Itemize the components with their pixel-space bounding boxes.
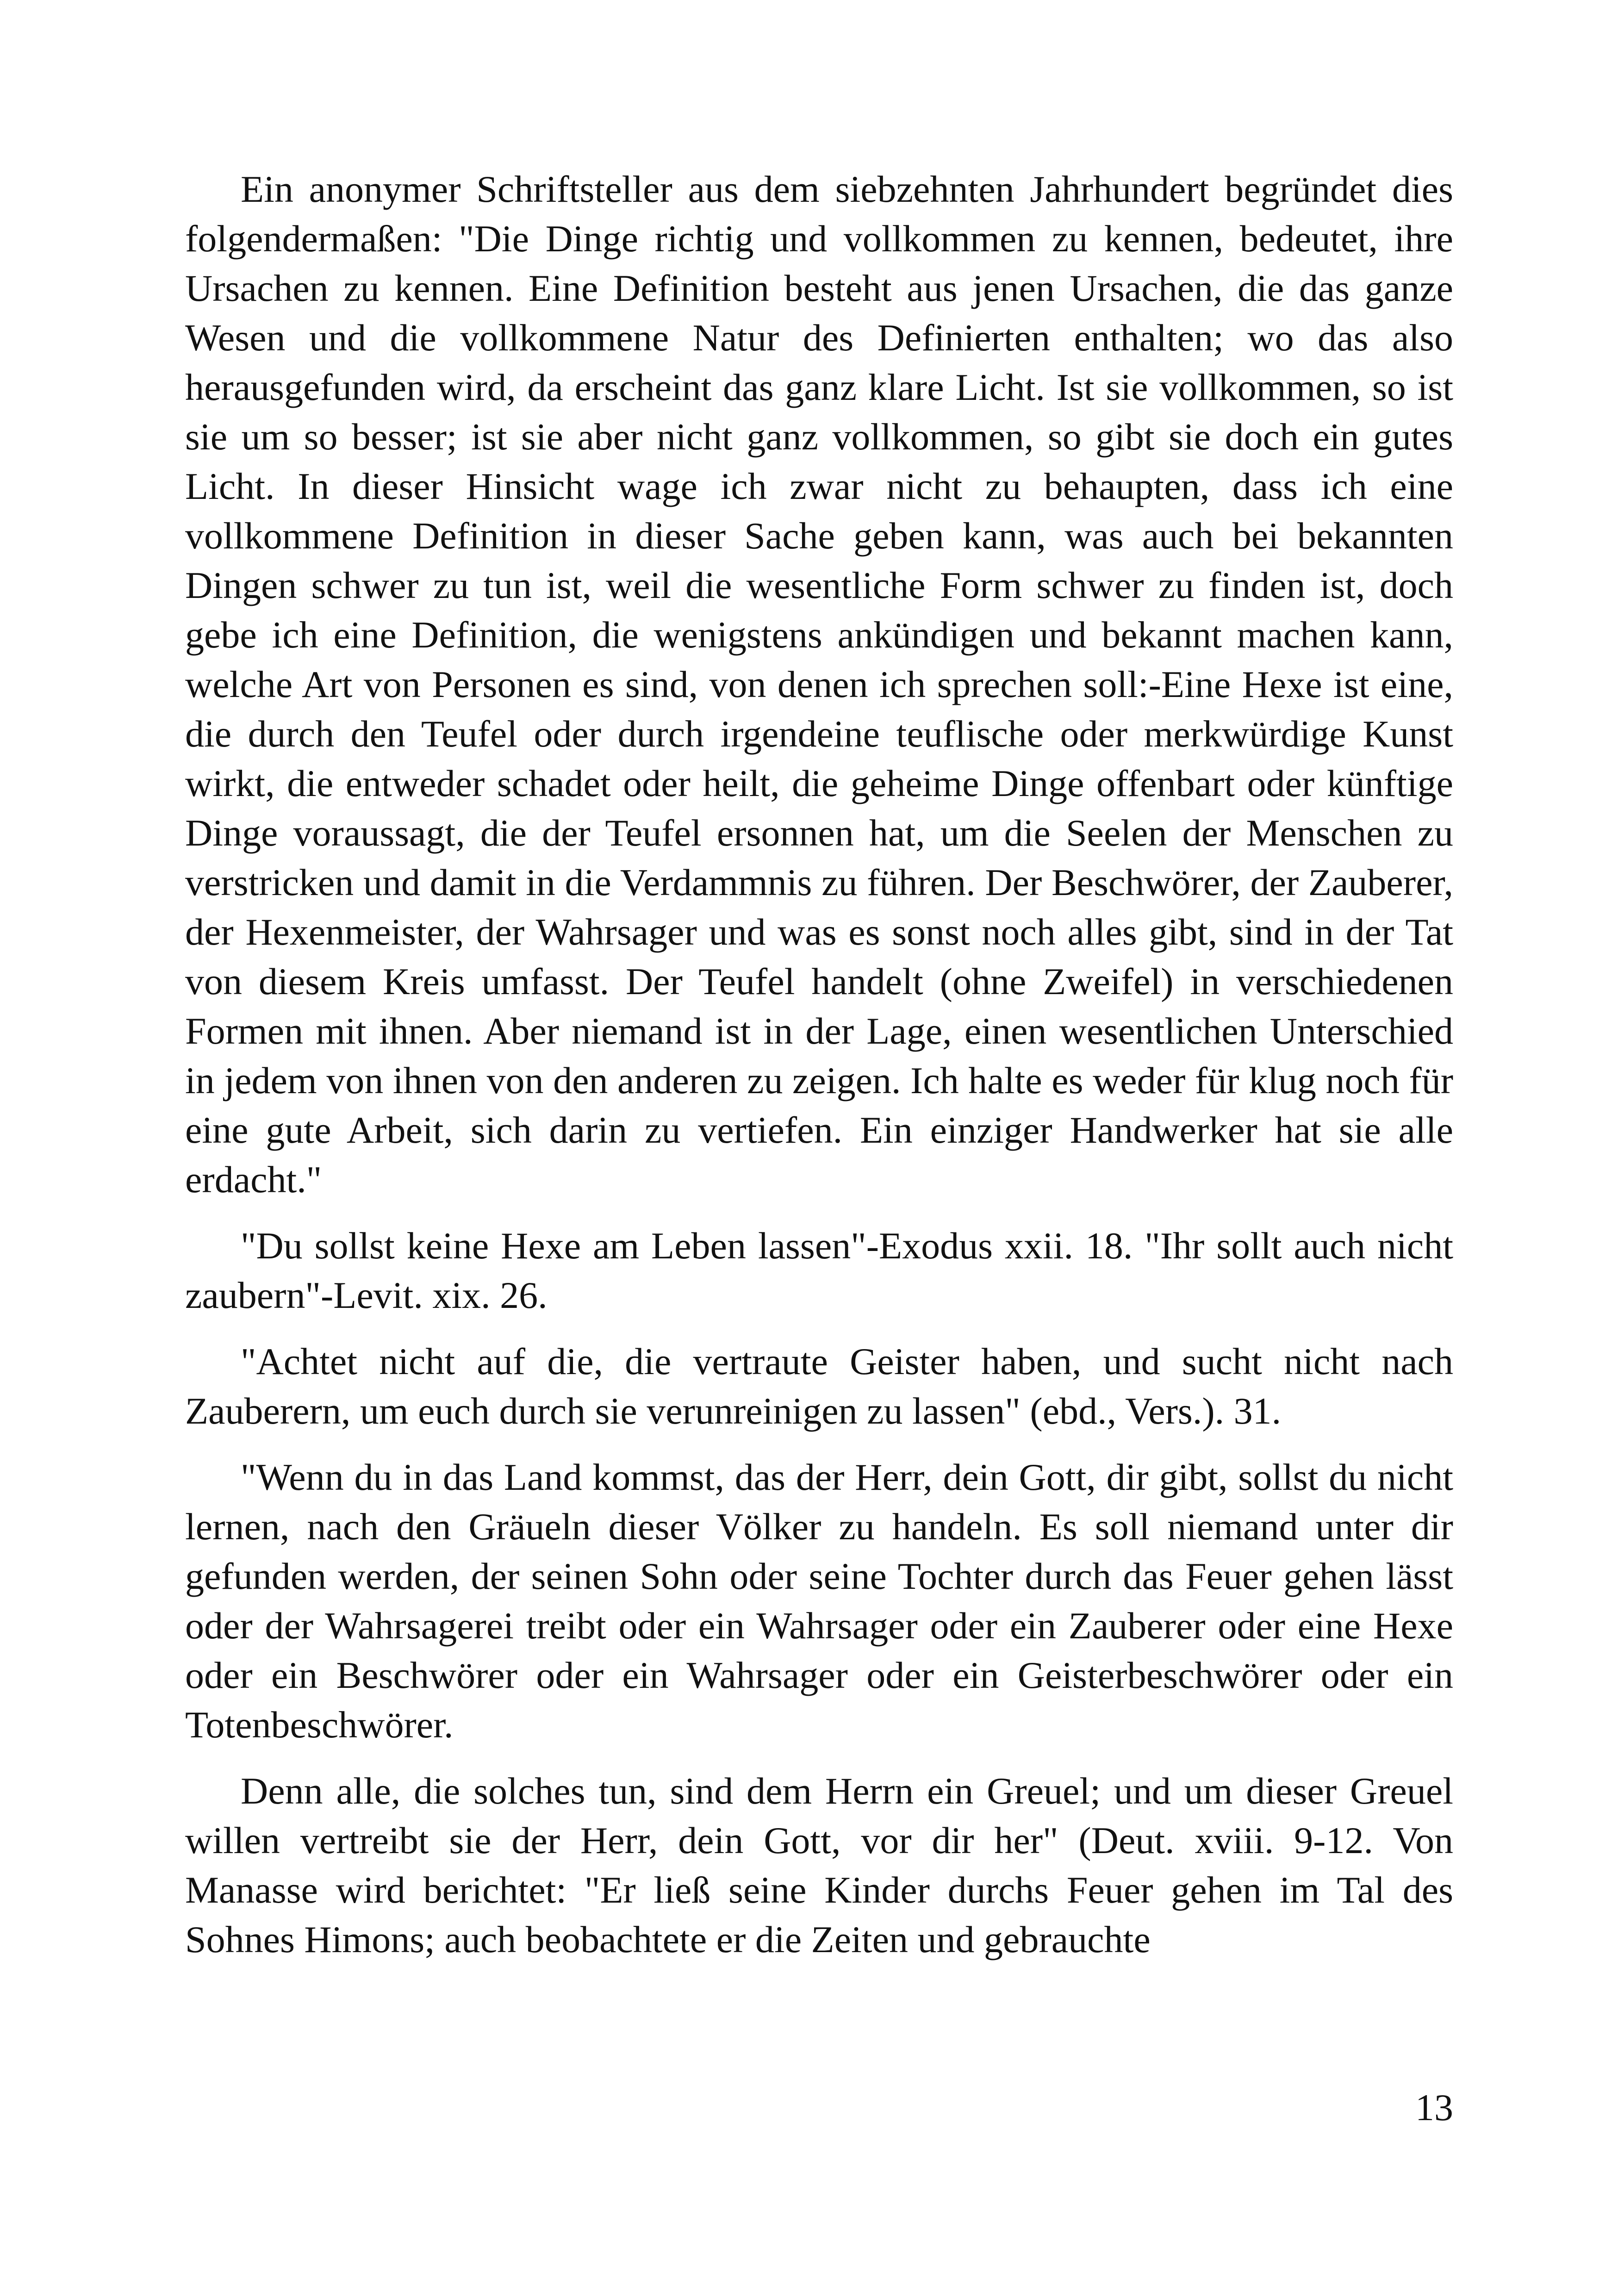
- body-text: [185, 164, 1453, 1981]
- page-number: 13: [1415, 2086, 1453, 2128]
- paragraph-manasse: Denn alle, die solches tun, sind dem Herrn ein Greuel; und um dieser Greuel willen vertreibt sie der Herr, dein Gott, vor dir her" (Deut. xviii. 9-12. Von Manasse wird berichtet: "Er ließ seine Kinder durchs Feuer gehen im Tal des Sohnes Himons; auch beobachtete er die Zeiten und gebrauchte: [185, 1770, 1453, 1960]
- paragraph-exodus-levit: "Du sollst keine Hexe am Leben lassen"-Exodus xxii. 18. "Ihr sollt auch nicht zaubern"-Levit. xix. 26.: [185, 1225, 1453, 1316]
- paragraph-abominations: "Wenn du in das Land kommst, das der Herr, dein Gott, dir gibt, sollst du nicht lernen, nach den Gräueln dieser Völker zu handeln. Es soll niemand unter dir gefunden werden, der seinen Sohn oder seine Tochter durch das Feuer gehen lässt oder der Wahrsagerei treibt oder ein Wahrsager oder ein Zauberer oder eine Hexe oder ein Beschwörer oder ein Wahrsager oder ein Geisterbeschwörer oder ein Totenbeschwörer.: [185, 1456, 1453, 1746]
- paragraph-definition-of-witch: Ein anonymer Schriftsteller aus dem siebzehnten Jahrhundert begründet dies folgendermaßen: "Die Dinge richtig und vollkommen zu kennen, bedeutet, ihre Ursachen zu kennen. Eine Definition besteht aus jenen Ursachen, die das ganze Wesen und die vollkommene Natur des Definierten enthalten; wo das also herausgefunden wird, da erscheint das ganz klare Licht. Ist sie vollkommen, so ist sie um so besser; ist sie aber nicht ganz vollkommen, so gibt sie doch ein gutes Licht. In dieser Hinsicht wage ich zwar nicht zu behaupten, dass ich eine vollkommene Definition in dieser Sache geben kann, was auch bei bekannten Dingen schwer zu tun ist, weil die wesentliche Form schwer zu finden ist, doch gebe ich eine Definition, die wenigstens ankündigen und bekannt machen kann, welche Art von Personen es sind, von denen ich sprechen soll:-Eine Hexe ist eine, die durch den Teufel oder durch irgendeine teuflische oder merkwürdige Kunst wirkt, die entweder schadet oder heilt, die geheime Dinge offenbart oder künftige Dinge voraussagt, die der Teufel ersonnen hat, um die Seelen der Menschen zu verstricken und damit in die Verdammnis zu führen. Der Beschwörer, der Zauberer, der Hexenmeister, der Wahrsager und was es sonst noch alles gibt, sind in der Tat von diesem Kreis umfasst. Der Teufel handelt (ohne Zweifel) in verschiedenen Formen mit ihnen. Aber niemand ist in der Lage, einen wesentlichen Unterschied in jedem von ihnen von den anderen zu zeigen. Ich halte es weder für klug noch für eine gute Arbeit, sich darin zu vertiefen. Ein einziger Handwerker hat sie alle erdacht.": [185, 168, 1453, 1201]
- paragraph-familiar-spirits: "Achtet nicht auf die, die vertraute Geister haben, und sucht nicht nach Zauberern, um euch durch sie verunreinigen zu lassen" (ebd., Vers.). 31.: [185, 1340, 1453, 1432]
